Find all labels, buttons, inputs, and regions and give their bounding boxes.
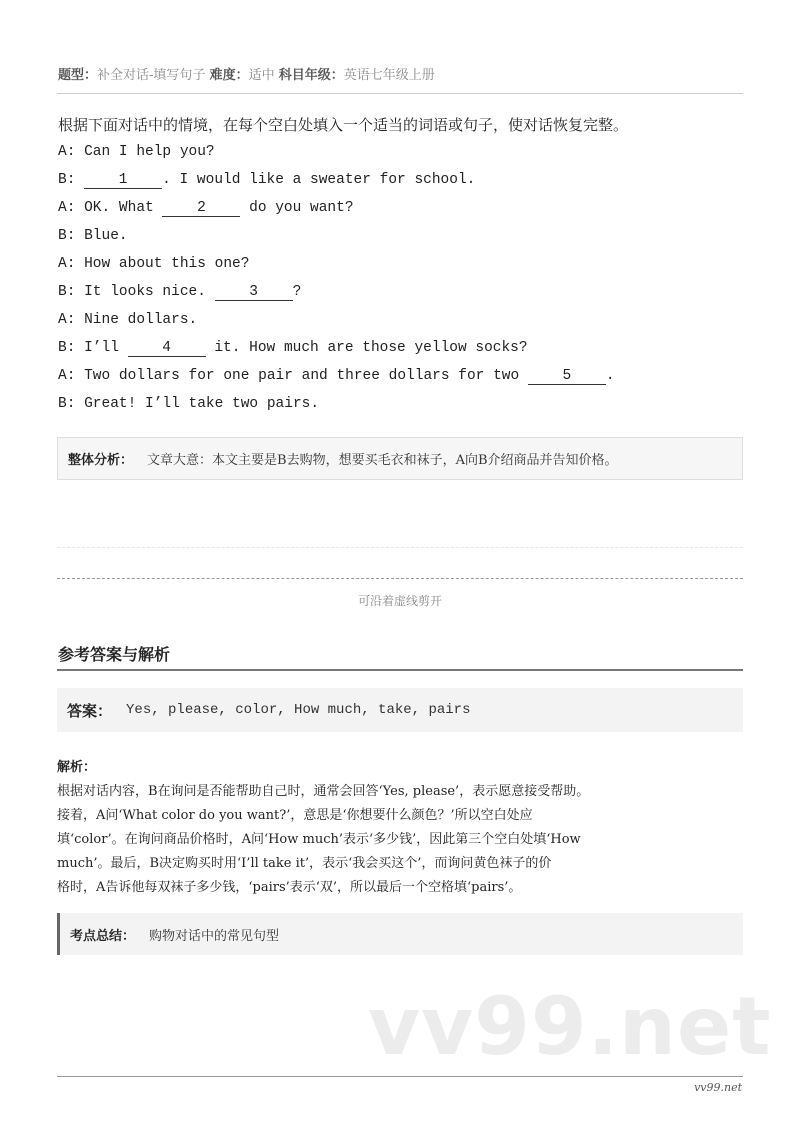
line-text-after: it. How much are those yellow socks? xyxy=(205,340,528,356)
overall-label: 整体分析： xyxy=(68,453,134,468)
instruction: 根据下面对话中的情境，在每个空白处填入一个适当的词语或句子，使对话恢复完整。 xyxy=(58,116,629,134)
dialogue-line xyxy=(58,254,615,282)
dialogue-line xyxy=(58,338,615,366)
dialogue-line xyxy=(58,198,615,226)
key-point-text: 购物对话中的常见句型 xyxy=(149,928,280,944)
line-text-after: do you want? xyxy=(240,200,354,216)
section-divider xyxy=(57,669,743,671)
line-text-after: . I would like a sweater for school. xyxy=(162,172,476,188)
difficulty-value: 适中 xyxy=(248,68,275,83)
dialogue-line xyxy=(58,170,615,198)
question-meta xyxy=(58,64,435,83)
analysis-label: 解析： xyxy=(57,760,97,775)
subject-label: 科目年级： xyxy=(278,68,344,83)
blank-3: 3 xyxy=(215,284,293,301)
dialogue-line xyxy=(58,282,615,310)
line-text: A: Nine dollars. xyxy=(58,312,198,328)
answer-label: 答案： xyxy=(67,701,113,720)
analysis-line: 格时，A告诉他每双袜子多少钱，‘pairs’表示‘双’，所以最后一个空格填‘pairs’。 xyxy=(57,880,522,895)
line-text: B: It looks nice. xyxy=(58,284,215,300)
analysis-line: 填‘color’。在询问商品价格时，A问‘How much’表示‘多少钱’，因此第三个空白处填‘How xyxy=(57,832,581,847)
line-text-after: ? xyxy=(292,284,302,300)
line-text: B: Great! I’ll take two pairs. xyxy=(58,396,320,412)
footer-divider xyxy=(57,1076,743,1077)
dialogue-line xyxy=(58,394,615,422)
dialogue-line xyxy=(58,366,615,394)
divider xyxy=(57,93,743,94)
difficulty-label: 难度： xyxy=(209,68,249,83)
dialogue xyxy=(58,142,615,422)
analysis-line: much’。最后，B决定购买时用‘I’ll take it’，表示‘我会买这个’，而询问黄色袜子的价 xyxy=(57,856,552,871)
overall-text: 文章大意：本文主要是B去购物，想要买毛衣和袜子，A向B介绍商品并告知价格。 xyxy=(147,453,618,468)
line-text-after: . xyxy=(605,368,615,384)
cut-line xyxy=(57,578,743,579)
key-point-box xyxy=(57,913,743,955)
watermark: vv99.net xyxy=(368,980,772,1073)
section-title: 参考答案与解析 xyxy=(58,645,171,664)
dialogue-line xyxy=(58,226,615,254)
analysis xyxy=(57,756,747,900)
line-text: B: I’ll xyxy=(58,340,128,356)
answer-text: Yes, please, color, How much, take, pairs xyxy=(126,702,471,718)
cut-text: 可沿着虚线剪开 xyxy=(357,594,442,608)
faint-dashed-line xyxy=(57,547,743,548)
blank-1: 1 xyxy=(84,172,162,189)
type-value: 补全对话-填写句子 xyxy=(97,68,206,83)
analysis-line: 接着，A问‘What color do you want?’，意思是‘你想要什么颜色？’所以空白处应 xyxy=(57,808,533,823)
line-text: A: Can I help you? xyxy=(58,144,215,160)
blank-5: 5 xyxy=(528,368,606,385)
footer-site: vv99.net xyxy=(694,1081,742,1094)
type-label: 题型： xyxy=(58,68,98,83)
line-text: B: xyxy=(58,172,85,188)
line-text: A: OK. What xyxy=(58,200,163,216)
subject-value: 英语七年级上册 xyxy=(343,68,435,83)
dialogue-line xyxy=(58,142,615,170)
analysis-line: 根据对话内容，B在询问是否能帮助自己时，通常会回答‘Yes, please’，表示愿意接受帮助。 xyxy=(57,784,590,799)
dialogue-line xyxy=(58,310,615,338)
line-text: A: How about this one? xyxy=(58,256,250,272)
line-text: A: Two dollars for one pair and three dollars for two xyxy=(58,368,528,384)
blank-2: 2 xyxy=(162,200,240,217)
line-text: B: Blue. xyxy=(58,228,128,244)
answer-box xyxy=(57,688,743,732)
blank-4: 4 xyxy=(128,340,206,357)
key-point-label: 考点总结： xyxy=(70,928,136,944)
overall-analysis-box xyxy=(57,437,743,480)
